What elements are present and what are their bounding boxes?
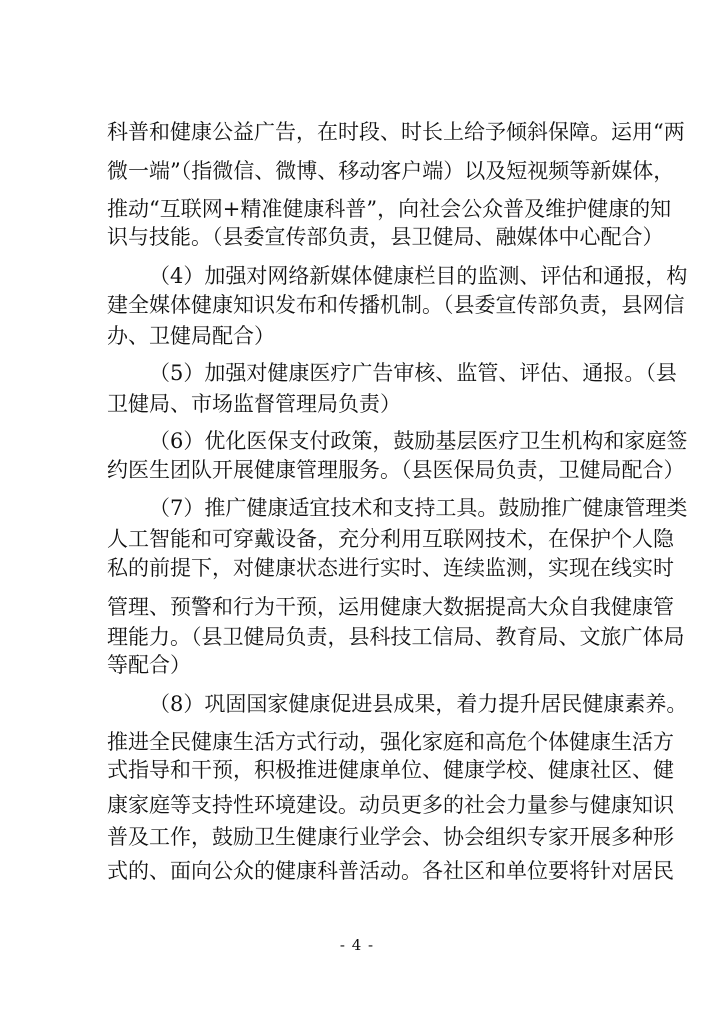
body-text-line: 普及工作，鼓励卫生健康行业学会、协会组织专家开展多种形 bbox=[107, 825, 674, 849]
body-text-line: 约医生团队开展健康管理服务。（县医保局负责，卫健局配合） bbox=[107, 458, 685, 482]
body-text-line: 卫健局、市场监督管理局负责） bbox=[107, 392, 401, 416]
body-text-line: 式指导和干预，积极推进健康单位、健康学校、健康社区、健 bbox=[107, 758, 674, 782]
body-text-line: 推动“互联网+精准健康科普”，向社会公众普及维护健康的知 bbox=[107, 197, 672, 221]
paragraph-start-line: （6）优化医保支付政策，鼓励基层医疗卫生机构和家庭签 bbox=[149, 429, 688, 453]
paragraph-start-line: （5）加强对健康医疗广告审核、监管、评估、通报。（县 bbox=[149, 361, 677, 385]
body-text-line: 办、卫健局配合） bbox=[107, 324, 275, 348]
body-text-line: 私的前提下，对健康状态进行实时、连续监测，实现在线实时 bbox=[107, 556, 674, 580]
body-text-line: 管理、预警和行为干预，运用健康大数据提高大众自我健康管 bbox=[107, 595, 674, 619]
body-text-line: 人工智能和可穿戴设备，充分利用互联网技术，在保护个人隐 bbox=[107, 527, 674, 551]
paragraph-start-line: （4）加强对网络新媒体健康栏目的监测、评估和通报，构 bbox=[149, 264, 688, 288]
body-text-line: 理能力。（县卫健局负责，县科技工信局、教育局、文旅广体局 bbox=[107, 625, 685, 649]
body-text-line: 康家庭等支持性环境建设。动员更多的社会力量参与健康知识 bbox=[107, 793, 674, 817]
body-text-line: 科普和健康公益广告，在时段、时长上给予倾斜保障。运用“两 bbox=[107, 120, 685, 144]
paragraph-start-line: （8）巩固国家健康促进县成果，着力提升居民健康素养。 bbox=[149, 692, 688, 716]
page-number: - 4 - bbox=[339, 936, 375, 954]
body-text-line: 识与技能。（县委宣传部负责，县卫健局、融媒体中心配合） bbox=[107, 225, 664, 249]
body-text-line: 微一端”（指微信、微博、移动客户端）以及短视频等新媒体， bbox=[107, 159, 675, 183]
body-text-line: 式的、面向公众的健康科普活动。各社区和单位要将针对居民 bbox=[107, 859, 674, 883]
body-text-line: 建全媒体健康知识发布和传播机制。（县委宣传部负责，县网信 bbox=[107, 293, 685, 317]
body-text-line: 推进全民健康生活方式行动，强化家庭和高危个体健康生活方 bbox=[107, 730, 674, 754]
paragraph-start-line: （7）推广健康适宜技术和支持工具。鼓励推广健康管理类 bbox=[149, 496, 688, 520]
body-text-line: 等配合） bbox=[107, 653, 191, 677]
